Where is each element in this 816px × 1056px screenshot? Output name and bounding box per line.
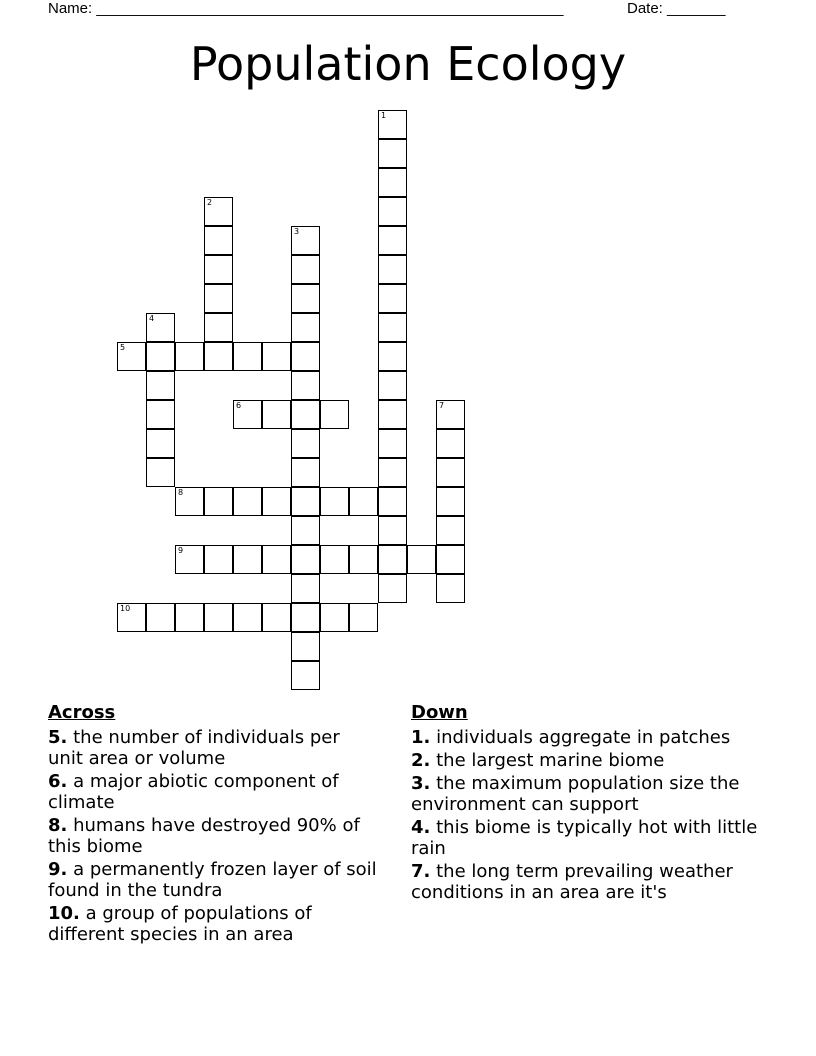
- grid-cell[interactable]: [436, 516, 465, 545]
- grid-cell[interactable]: [378, 313, 407, 342]
- grid-cell[interactable]: [233, 487, 262, 516]
- grid-cell[interactable]: [291, 371, 320, 400]
- across-clue: [48, 903, 378, 945]
- down-heading: Down: [411, 702, 468, 723]
- grid-cell[interactable]: [378, 284, 407, 313]
- clue-text: the number of individuals per unit area or volume: [48, 727, 340, 769]
- grid-cell[interactable]: [378, 400, 407, 429]
- across-clue: [48, 727, 378, 769]
- clue-number: 7.: [411, 861, 431, 882]
- grid-cell[interactable]: [436, 429, 465, 458]
- grid-cell[interactable]: [146, 313, 175, 342]
- grid-cell[interactable]: [378, 574, 407, 603]
- grid-cell[interactable]: [291, 487, 320, 516]
- grid-cell[interactable]: [117, 342, 146, 371]
- grid-cell[interactable]: [291, 603, 320, 632]
- grid-cell[interactable]: [204, 226, 233, 255]
- grid-cell[interactable]: [378, 168, 407, 197]
- grid-cell[interactable]: [291, 574, 320, 603]
- clue-number: 1.: [411, 727, 431, 748]
- grid-cell[interactable]: [291, 313, 320, 342]
- down-clue: [411, 750, 781, 771]
- clue-text: a group of populations of different species in an area: [48, 903, 312, 945]
- grid-cell[interactable]: [378, 342, 407, 371]
- clue-number: 10.: [48, 903, 80, 924]
- grid-cell[interactable]: [320, 400, 349, 429]
- grid-cell[interactable]: [436, 400, 465, 429]
- grid-cell[interactable]: [436, 458, 465, 487]
- grid-cell[interactable]: [204, 342, 233, 371]
- grid-cell[interactable]: [349, 545, 378, 574]
- grid-cell[interactable]: [204, 603, 233, 632]
- clue-text: individuals aggregate in patches: [436, 727, 731, 748]
- grid-cell[interactable]: [407, 545, 436, 574]
- grid-cell[interactable]: [349, 603, 378, 632]
- grid-cell[interactable]: [378, 371, 407, 400]
- grid-cell[interactable]: [204, 197, 233, 226]
- grid-cell[interactable]: [436, 574, 465, 603]
- grid-cell[interactable]: [262, 400, 291, 429]
- clue-text: humans have destroyed 90% of this biome: [48, 815, 360, 857]
- clue-text: the largest marine biome: [436, 750, 665, 771]
- grid-cell[interactable]: [146, 400, 175, 429]
- cell-number: 9: [178, 546, 184, 555]
- grid-cell[interactable]: [378, 139, 407, 168]
- across-clue: [48, 859, 378, 901]
- grid-cell[interactable]: [320, 545, 349, 574]
- cell-number: 1: [381, 111, 387, 120]
- clue-number: 5.: [48, 727, 68, 748]
- cell-number: 3: [294, 227, 300, 236]
- grid-cell[interactable]: [436, 487, 465, 516]
- grid-cell[interactable]: [320, 603, 349, 632]
- cell-number: 7: [439, 401, 445, 410]
- grid-cell[interactable]: [436, 545, 465, 574]
- clue-text: this biome is typically hot with little rain: [411, 817, 758, 859]
- grid-cell[interactable]: [291, 632, 320, 661]
- grid-cell[interactable]: [262, 545, 291, 574]
- across-clue: [48, 815, 378, 857]
- down-clue: [411, 817, 781, 859]
- grid-cell[interactable]: [378, 458, 407, 487]
- across-clues: [48, 702, 378, 947]
- grid-cell[interactable]: [233, 400, 262, 429]
- date-label: Date:: [627, 0, 663, 17]
- grid-cell[interactable]: [291, 342, 320, 371]
- grid-cell[interactable]: [291, 429, 320, 458]
- clue-number: 8.: [48, 815, 68, 836]
- grid-cell[interactable]: [378, 545, 407, 574]
- grid-cell[interactable]: [291, 516, 320, 545]
- grid-cell[interactable]: [146, 429, 175, 458]
- grid-cell[interactable]: [378, 255, 407, 284]
- clue-text: a permanently frozen layer of soil found in the tundra: [48, 859, 377, 901]
- grid-cell[interactable]: [204, 487, 233, 516]
- grid-cell[interactable]: [175, 342, 204, 371]
- grid-cell[interactable]: [378, 487, 407, 516]
- grid-cell[interactable]: [175, 545, 204, 574]
- grid-cell[interactable]: [291, 226, 320, 255]
- grid-cell[interactable]: [204, 255, 233, 284]
- down-clue: [411, 861, 781, 903]
- grid-cell[interactable]: [262, 342, 291, 371]
- cell-number: 2: [207, 198, 213, 207]
- grid-cell[interactable]: [146, 603, 175, 632]
- grid-cell[interactable]: [146, 371, 175, 400]
- grid-cell[interactable]: [291, 458, 320, 487]
- cell-number: 5: [120, 343, 126, 352]
- down-clue: [411, 727, 781, 748]
- clue-number: 4.: [411, 817, 431, 838]
- grid-cell[interactable]: [146, 342, 175, 371]
- grid-cell[interactable]: [378, 516, 407, 545]
- grid-cell[interactable]: [378, 226, 407, 255]
- across-heading: Across: [48, 702, 116, 723]
- cell-number: 8: [178, 488, 184, 497]
- grid-cell[interactable]: [233, 342, 262, 371]
- down-clue: [411, 773, 781, 815]
- clue-number: 2.: [411, 750, 431, 771]
- grid-cell[interactable]: [349, 487, 378, 516]
- grid-cell[interactable]: [291, 400, 320, 429]
- grid-cell[interactable]: [291, 255, 320, 284]
- grid-cell[interactable]: [117, 603, 146, 632]
- grid-cell[interactable]: [233, 603, 262, 632]
- grid-cell[interactable]: [204, 313, 233, 342]
- grid-cell[interactable]: [378, 429, 407, 458]
- across-clue: [48, 771, 378, 813]
- clue-text: a major abiotic component of climate: [48, 771, 339, 813]
- grid-cell[interactable]: [204, 545, 233, 574]
- date-blank[interactable]: _______: [667, 0, 726, 17]
- clue-number: 3.: [411, 773, 431, 794]
- grid-cell[interactable]: [262, 603, 291, 632]
- grid-cell[interactable]: [291, 661, 320, 690]
- grid-cell[interactable]: [175, 603, 204, 632]
- clue-text: the long term prevailing weather conditions in an area are it's: [411, 861, 733, 903]
- down-clues: [411, 702, 781, 905]
- clue-text: the maximum population size the environment can support: [411, 773, 740, 815]
- name-label: Name:: [48, 0, 93, 17]
- cell-number: 6: [236, 401, 242, 410]
- grid-cell[interactable]: [320, 487, 349, 516]
- clue-number: 6.: [48, 771, 68, 792]
- grid-cell[interactable]: [291, 545, 320, 574]
- cell-number: 10: [120, 604, 131, 613]
- clue-number: 9.: [48, 859, 68, 880]
- grid-cell[interactable]: [233, 545, 262, 574]
- grid-cell[interactable]: [378, 197, 407, 226]
- grid-cell[interactable]: [146, 458, 175, 487]
- page-title: Population Ecology: [189, 37, 627, 91]
- grid-cell[interactable]: [291, 284, 320, 313]
- grid-cell[interactable]: [378, 110, 407, 139]
- grid-cell[interactable]: [175, 487, 204, 516]
- cell-number: 4: [149, 314, 155, 323]
- grid-cell[interactable]: [262, 487, 291, 516]
- name-blank[interactable]: ________________________________________________________: [96, 0, 564, 17]
- grid-cell[interactable]: [204, 284, 233, 313]
